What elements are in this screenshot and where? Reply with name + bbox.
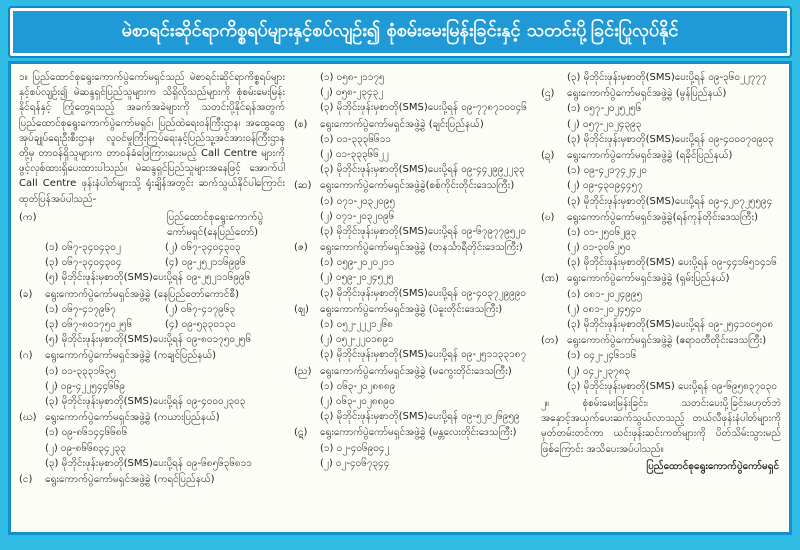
section-name: ပြည်ထောင်စုရွေးကောက်ပွဲကော်မရှင်(နေပြည်တော်) [167,211,264,238]
section-label: (ည) [294,365,312,377]
section-label: (တ) [541,335,559,347]
column-2 [294,70,532,528]
section-label: (ဏ) [541,273,559,285]
phone-number: (၁) ၀၇၁-၂၀၃၂၀၉၅ [320,195,396,207]
phone-number: (၂) ၀၂-၄၀၆၇၃၄၄ [320,457,390,469]
sms-line: (၃) မိုဘိုင်းဖုန်းမှစာတို(SMS)ပေးပို့ရန် ၀၉-၇၇၈၇၁၀၀၄၆ [320,102,527,114]
phone-number: (၁) ၀၉-၄၂၁၇၄၂၄၂၀ [567,165,647,177]
phone-number: (၁) ၀၄၂-၂၄၆၁၁၆ [567,350,637,362]
section-yangon [541,210,781,271]
phone-row [45,302,285,317]
section-label: (ဌ) [541,88,555,100]
section-label: (ခ) [19,288,33,300]
sms-line: (၃) မိုဘိုင်းဖုန်းမှစာတို(SMS)ပေးပို့ရန် ၀၉-၄၄၂၉၉၂၂၃၃ [320,164,525,176]
section-name: ရွေးကောက်ပွဲကော်မရှင်အဖွဲ့ခွဲ (ပဲခူးတိုင်းဒေသကြီး) [320,303,503,315]
section-heading [541,148,781,163]
intro-paragraph: ၁။ ပြည်ထောင်စုရွေးကောက်ပွဲကော်မရှင်သည် မဲစာရင်းဆိုင်ရာကိစ္စရပ်များနှင့်စပ်လျဉ်း၍ မဲဆန္ဒရှင်ပြည်သူများက သိရှိလိုသည်များကို စုံစမ်းမေးမြန်းနိုင်ရန်နှင့် ကြုံတွေ့ရသည့် အခက်အခဲများကို သတင်းပို့နိုင်ရန်အတွက် ပြည်ထောင်စုရွေးကောက်ပွဲကော်မရှင်၊ ပြည်ထဲရေးဝန်ကြီးဌာန၊ အထွေထွေအုပ်ချုပ်ရေးဦးစီးဌာန၊ လူဝင်မှုကြီးကြပ်ရေးနှင့်ပြည်သူ့အင်အားဝန်ကြီးဌာနတို့မှ တာဝန်ရှိသူများက တာဝန်ခံဖြေကြားပေးမည့် Call Centre များကို ဖွင့်လှစ်ထားရှိပေးထားပါသည်။ မဲဆန္ဒရှင်ပြည်သူများအနေဖြင့် အောက်ပါ Call Centre ဖုန်းနံပါတ်များသို့ ရုံးချိန်အတွင်း ဆက်သွယ်နိုင်ပါကြောင်း ထုတ်ပြန်အပ်ပါသည်- [19,72,285,205]
closing-paragraph: ၂။ စုံစမ်းမေးမြန်းခြင်း၊ သတင်းပေးပို့ခြင်းမဟုတ်ဘဲ အနှောင့်အယှက်ပေးဆက်သွယ်လာသည့် တယ်လီဖုန်းနံပါတ်များကို မှတ်တမ်းတင်ကာ ယင်းဖုန်းဆင်းကတ်များကို ပိတ်သိမ်းသွားမည်ဖြစ်ကြောင်း အသိပေးအပ်ပါသည်။ [541,397,781,455]
section-name: ရွေးကောက်ပွဲကော်မရှင်အဖွဲ့ခွဲ (မန္တလေးတိုင်းဒေသကြီး) [320,427,517,439]
phone-number: (၂) ၀၁-၃၃၃၆၆၂၂ [320,148,389,160]
section-bago [294,302,532,363]
section-kayah [19,410,285,471]
phone-row [45,317,285,332]
section-label: (င) [19,473,33,485]
section-heading [294,302,532,317]
section-heading [19,472,285,487]
section-label: (ဋ) [294,427,308,439]
phone-number: (၂) ၀၆၇-၃၄၀၄၃၀၃ [165,242,241,254]
section-heading [541,210,781,225]
section-mandalay [294,425,532,471]
phone-number: (၂) ၀၆၃-၂၀၂၈၈၉၀ [320,395,395,407]
phone-row [45,240,285,255]
section-heading [294,117,532,132]
section-heading [541,333,781,348]
sms-line: (၃) မိုဘိုင်းဖုန်းမှစာတို(SMS)ပေးပို့ရန် ၀၉-၆၇၉၇၇၉၅၂၀ [320,225,527,237]
section-name: ရွေးကောက်ပွဲကော်မရှင်အဖွဲ့ခွဲ(စစ်ကိုင်းတိုင်းဒေသကြီး) [320,180,515,192]
section-heading [294,240,532,255]
sms-line: (၃) မိုဘိုင်းဖုန်းမှစာတို(SMS)ပေးပို့ရန် ၀၉-၅၂၀၂၆၉၅၉ [320,411,520,423]
phone-number: (၂) ၀၄၂-၂၃၇၈၃ [567,365,631,377]
section-heading [19,348,285,363]
section-rakhine [541,148,781,209]
section-heading [19,410,285,425]
section-heading [19,210,285,240]
phone-number: (၂) ၀၁-၃၀၆၂၅၀ [567,242,631,254]
title-banner [10,8,790,56]
phone-number: (၂) ၀၅၂-၂၂၀၁၈၉၁ [320,334,394,346]
phone-number: (၂) ၀၉-၈၆၆၈၃၄၂၃၃ [45,442,126,454]
section-kayin-numbers [294,70,532,116]
section-name: ရွေးကောက်ပွဲကော်မရှင်အဖွဲ့ခွဲ (ကချင်ပြည်နယ်) [45,350,217,362]
section-chin [294,117,532,178]
section-label: (ဃ) [19,412,37,424]
phone-number: (၁) ၀၆၃-၂၀၂၈၈၈၉ [320,380,396,392]
phone-number: (၁) ၀၅၈-၂၁၁၇၅ [320,72,385,83]
phone-number: (၁) ၀၆၇-၃၄၀၄၃၀၂ [45,242,121,254]
section-name: ရွေးကောက်ပွဲကော်မရှင်အဖွဲ့ခွဲ (မကွေးတိုင်းဒေသကြီး) [320,365,512,377]
section-name: ရွေးကောက်ပွဲကော်မရှင်အဖွဲ့ခွဲ (တနင်္သာရီတိုင်းဒေသကြီး) [320,242,523,254]
phone-number: (၃) ၀၆၇-၃၄၀၄၃၀၄ [45,257,122,269]
section-label: (စ) [294,118,308,130]
phone-number: (၄) ၀၉-၂၅၂၁၁၆၉၉၆ [165,257,246,269]
section-naypyitaw-council [19,287,285,348]
phone-number: (၂) ၀၅၉-၂၀၂၄၅၂၅ [320,272,394,284]
section-name [45,210,163,240]
phone-number: (၁) ၀၆၇-၄၁၇၉၆၇ [45,303,116,315]
phone-number: (၁) ၀၁-၃၃၃၁၆၃၅ [45,365,116,377]
section-name: ရွေးကောက်ပွဲကော်မရှင်အဖွဲ့ခွဲ (ကယားပြည်နယ်) [45,412,220,424]
phone-number: (၄) ၀၉-၅၃၃၀၁၃၀ [165,319,236,330]
sms-line: (၃) မိုဘိုင်းဖုန်းမှစာတို(SMS)ပေးပို့ရန် ၀၉-၄၂၀၇၂၅၅၉၄ [567,195,773,207]
phone-number: (၂) ၀၇၁-၂၀၃၂၀၉၆ [320,210,395,222]
section-sagaing [294,178,532,239]
phone-number: (၁) ၀၈၁-၂၀၂၄၉၉၅ [567,288,643,300]
phone-number: (၂) ၀၈၁-၂၀၂၄၅၄၀ [567,303,642,315]
section-name: ရွေးကောက်ပွဲကော်မရှင်အဖွဲ့ခွဲ (ကရင်ပြည်နယ်) [45,473,215,485]
sms-line: (၃) မိုဘိုင်းဖုန်းမှစာတို(SMS)ပေးပို့ရန် ၀၉-၂၅၄၁၀၀၅၀၈ [567,319,774,330]
section-heading [294,364,532,379]
section-tanintharyi [294,240,532,301]
section-name: ရွေးကောက်ပွဲကော်မရှင်အဖွဲ့ခွဲ(ရန်ကုန်တိုင်းဒေသကြီး) [567,211,758,223]
phone-row [45,255,285,270]
phone-number: (၁) ၀၉-၈၆၁၄၄၆၆၈၆ [45,427,128,439]
phone-number: (၂) ၀၉-၄၃၀၉၄၄၅၇ [567,180,643,192]
section-label: (ဍ) [541,149,555,161]
section-name: ရွေးကောက်ပွဲကော်မရှင်အဖွဲ့ခွဲ (ရှမ်းပြည်နယ်) [567,273,730,285]
section-heading [19,287,285,302]
phone-number: (၁) ၀၁-၂၅၀၆၂၉၃ [567,226,637,238]
section-label: (ဈ) [294,303,309,315]
sms-line: (၃) မိုဘိုင်းဖုန်းမှစာတို(SMS)ပေးပို့ရန် ၀၉-၃၆၀၂၂၇၇၇ [567,72,767,83]
section-heading [541,271,781,286]
sms-line: (၃) မိုဘိုင်းဖုန်းမှစာတို(SMS)ပေးပို့ရန် ၀၉-၄၀၃၇၂၉၉၉၀ [320,287,527,299]
section-shan [541,271,781,332]
sms-line: (၅) မိုဘိုင်းဖုန်းမှစာတို(SMS)ပေးပို့ရန် ၀၉-၂၅၂၁၁၆၉၉၆ [45,272,251,284]
sms-line: (၃) မိုဘိုင်းဖုန်းမှစာတို(SMS)ပေးပို့ရန် ၀၉-၄၀၀၀၇၀၉၀၃ [567,133,774,145]
section-label: (ဎ) [541,211,555,223]
phone-number: (၁) ၀၂-၄၀၆၉၀၄၂ [320,442,390,454]
phone-number: (၁) ၀၅၉-၂၀၂၀၂၁၁ [320,257,395,269]
phone-number: (၂) ၀၅၇-၂၀၂၄၃၉၃ [567,118,642,130]
sms-line: (၃) မိုဘိုင်းဖုန်းမှစာတို(SMS)ပေးပို့ရန် ၀၉-၂၅၁၁၃၃၁၈၇ [320,349,527,361]
section-name: ရွေးကောက်ပွဲကော်မရှင်အဖွဲ့ခွဲ (ရခိုင်ပြည်နယ်) [567,149,733,161]
sms-line: (၃) မိုဘိုင်းဖုန်းမှစာတို(SMS)ပေးပို့ရန် ၀၉-၄၀၀၀၂၃၀၃ [45,395,246,407]
phone-number: (၁) ၀၅၂-၂၂၂၁၂၆၈ [320,319,393,330]
phone-number: (၃) ၀၆၇-၈၀၁၇၅၀၂၅၆ [45,319,133,330]
section-uec-naypyitaw [19,210,285,286]
section-name: ရွေးကောက်ပွဲကော်မရှင်အဖွဲ့ခွဲ (နေပြည်တော်ကောင်စီ) [45,288,239,300]
content-panel [8,61,792,535]
phone-number: (၂) ၀၆၇-၄၁၇၉၆၃ [165,303,236,315]
sms-line: (၃) မိုဘိုင်းဖုန်းမှစာတို(SMS)ပေးပို့ရန် ၀၉-၆၈၅၆၃၆၈၁၁ [45,457,252,469]
column-1 [19,70,285,528]
section-label: (ဂ) [19,350,33,362]
section-label: (က) [19,211,37,223]
section-kayin-heading [19,472,285,487]
phone-number: (၂) ၀၅၈-၂၃၄၃၂ [320,87,384,99]
section-kachin [19,348,285,409]
sms-line: (၃) မိုဘိုင်းဖုန်းမှစာတို(SMS) ပေးပို့ရန် ၀၉-၄၄၁၆၅၁၄၁၆ [567,257,777,269]
section-label: (ဇ) [294,242,308,254]
section-name: ရွေးကောက်ပွဲကော်မရှင်အဖွဲ့ခွဲ (မွန်ပြည်နယ်) [567,88,727,100]
page-title: မဲစာရင်းဆိုင်ရာကိစ္စရပ်များနှင့်စပ်လျဉ်း၍ စုံစမ်းမေးမြန်းခြင်းနှင့် သတင်းပို့ခြင်းပြုလုပ်နိုင် [121,20,679,41]
section-heading [541,86,781,101]
phone-number: (၁) ၀၁-၃၃၃၆၆၁၁ [320,133,391,145]
column-3 [541,70,781,528]
section-heading [294,425,532,440]
section-mon [541,86,781,147]
sms-line: (၅) မိုဘိုင်းဖုန်းမှစာတို(SMS)ပေးပို့ရန် ၀၉-၈၀၁၇၅၀၂၅၆ [45,334,252,346]
signature: ပြည်ထောင်စုရွေးကောက်ပွဲကော်မရှင် [646,460,779,472]
section-name: ရွေးကောက်ပွဲကော်မရှင်အဖွဲ့ခွဲ (ဧရာဝတီတိုင်းဒေသကြီး) [567,335,767,347]
phone-number: (၂) ၀၉-၄၂၂၅၄၄၆၆၉ [45,380,125,392]
section-name: ရွေးကောက်ပွဲကော်မရှင်အဖွဲ့ခွဲ (ချင်းပြည်နယ်) [320,118,484,130]
section-magway [294,364,532,425]
phone-number: (၁) ၀၅၇-၂၀၂၅၂၅၆ [567,103,642,115]
section-ayeyarwady [541,333,781,394]
sms-line: (၃) မိုဘိုင်းဖုန်းမှစာတို(SMS) ပေးပို့ရန် ၀၉-၆၉၅၈၃၇၀၃၀ [567,380,777,392]
section-label: (ဆ) [294,180,312,192]
section-heading [294,178,532,193]
